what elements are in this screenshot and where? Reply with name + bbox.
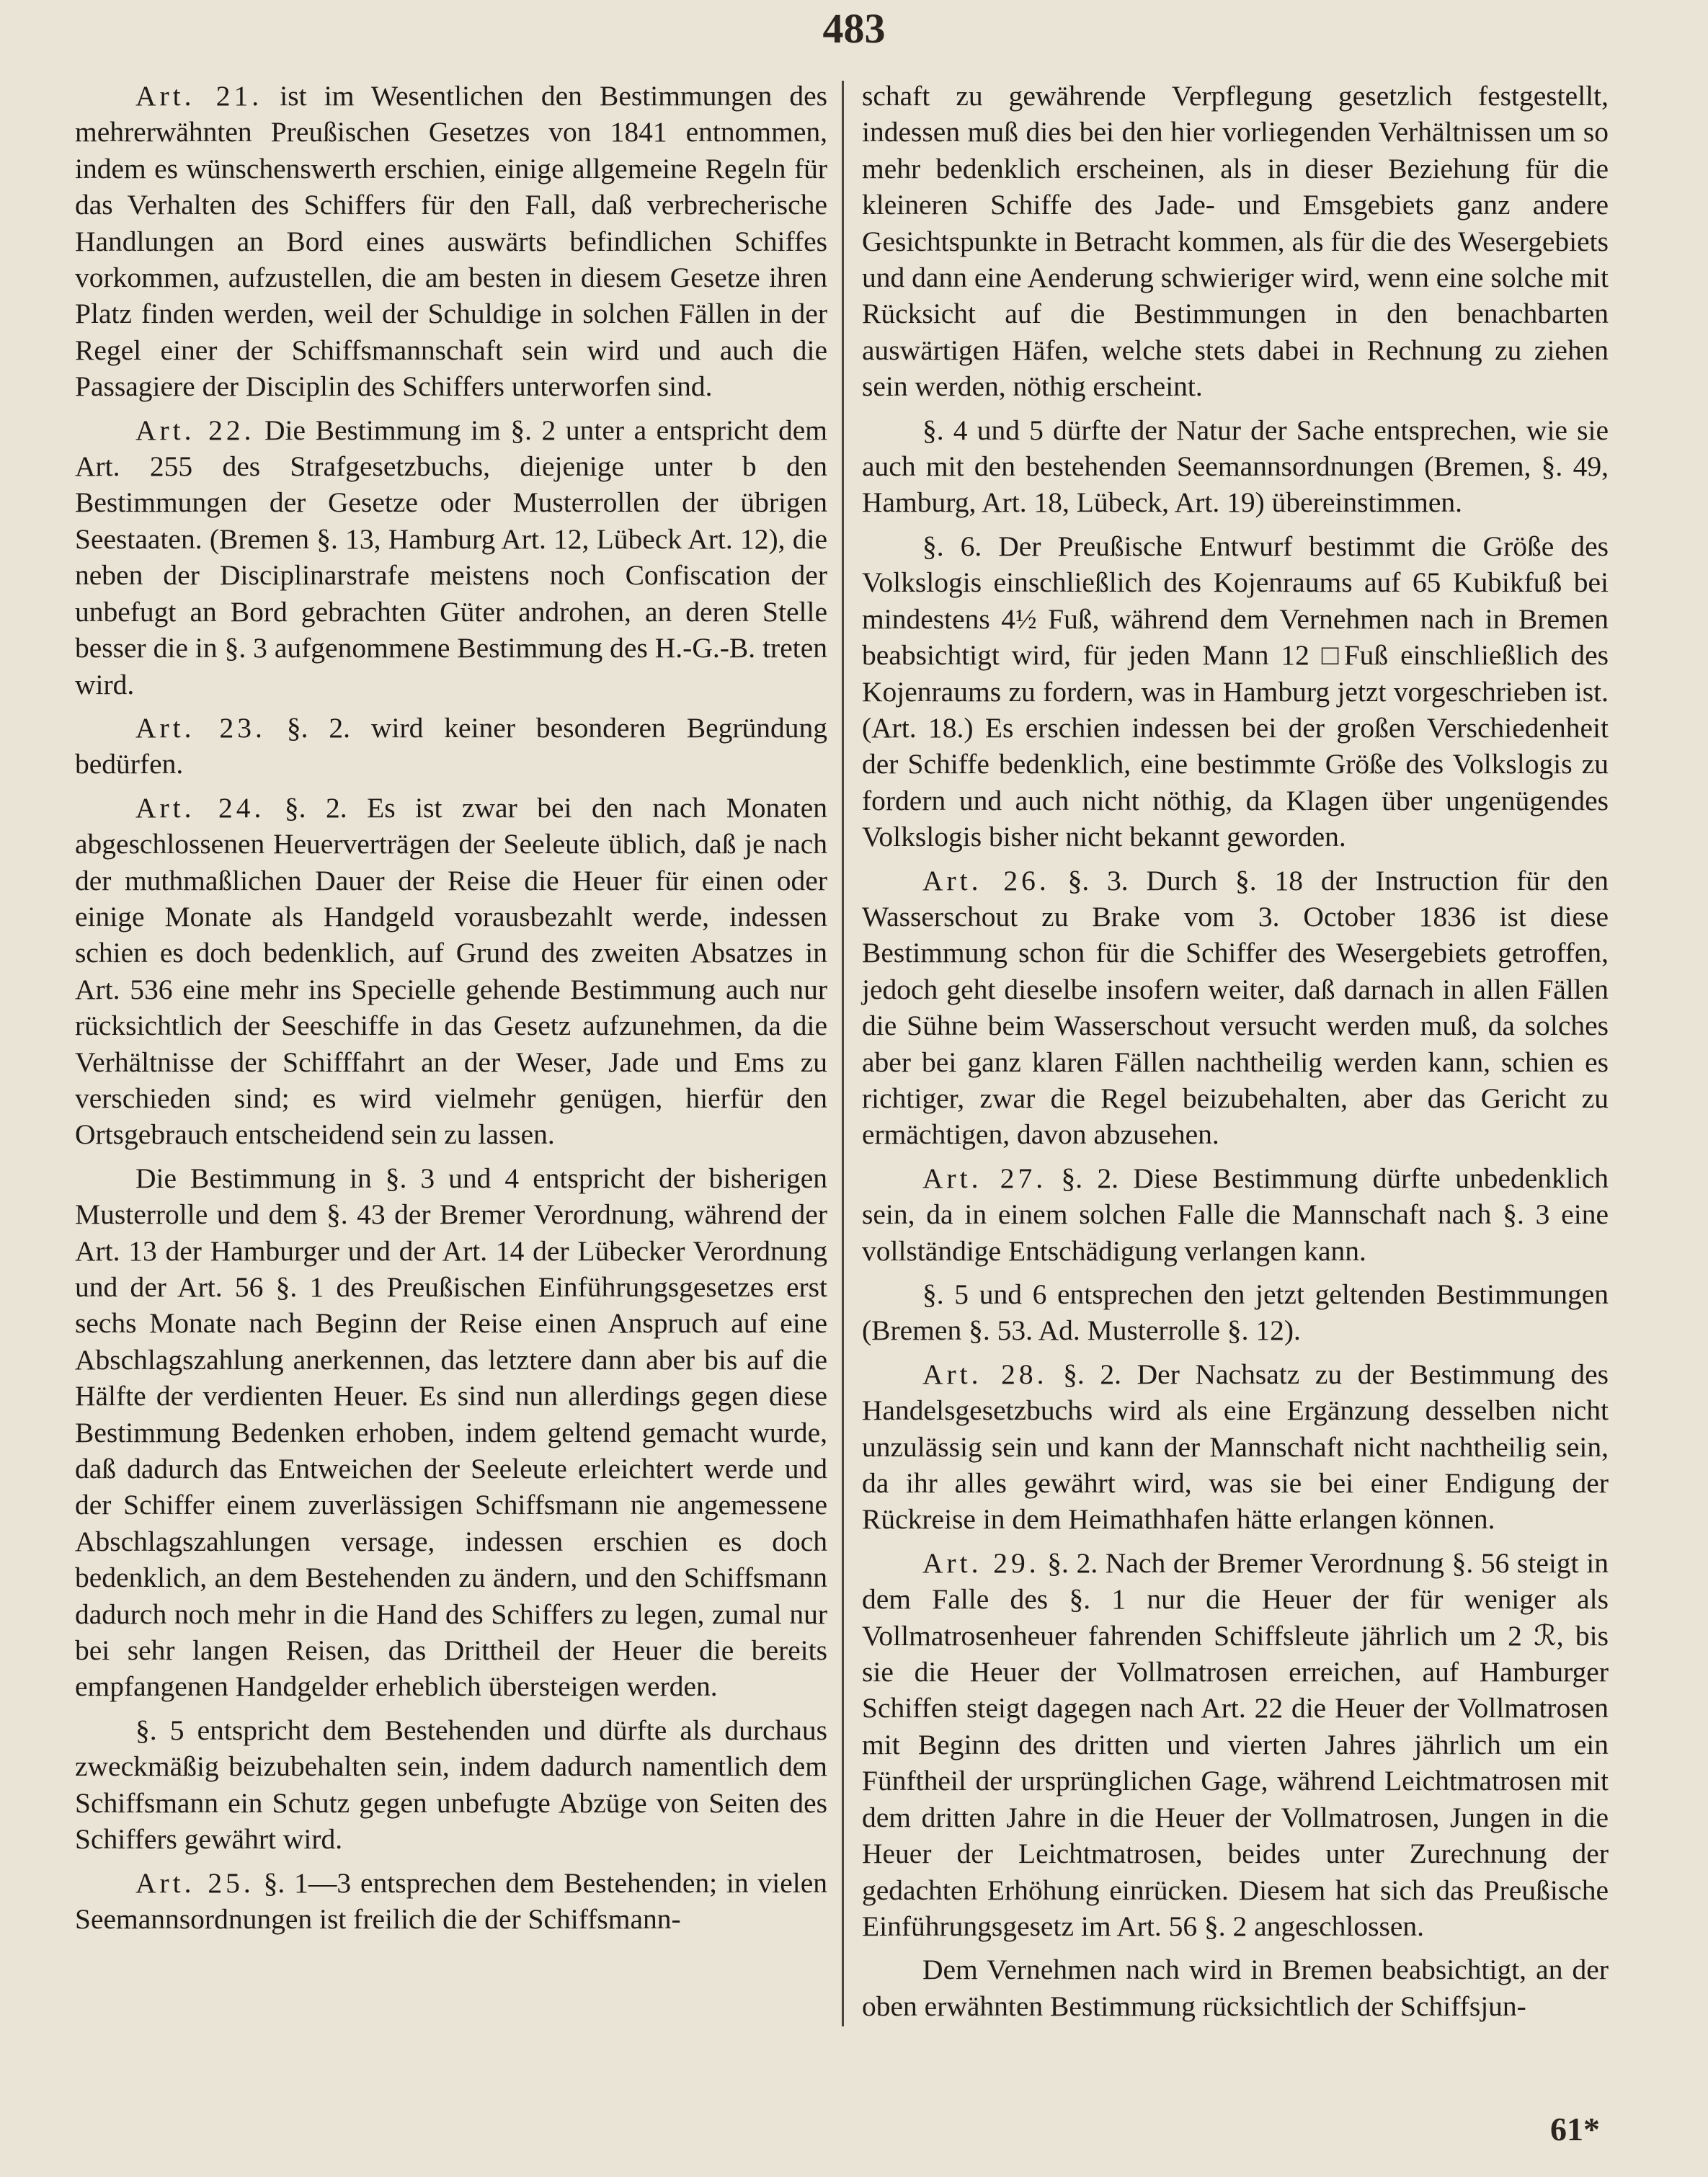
paragraph-text: Die Bestimmung im §. 2 unter a entspricht dem Art. 255 des Strafgesetzbuchs, diejenige unter b den Bestimmungen der Gesetze oder Musterrollen der übrigen Seestaaten. (Bremen §. 13, Hamburg Art. 12, Lübeck Art. 12), die neben der Disciplinarstrafe meistens noch Confiscation der unbefugt an Bord gebrachten Güter androhen, an deren Stelle besser die in §. 3 aufgenommene Bestimmung des H.-G.-B. treten wird.: [75, 414, 827, 700]
paragraph-text: §. 6. Der Preußische Entwurf bestimmt die Größe des Volkslogis einschließlich des Kojenraums auf 65 Kubikfuß bei mindestens 4½ Fuß, während dem Vernehmen nach in Bremen beabsichtigt wird, für jeden Mann 12 □Fuß einschließlich des Kojenraums zu fordern, was in Hamburg jetzt vorgeschrieben ist. (Art. 18.) Es erschien indessen bei der großen Verschiedenheit der Schiffe bedenklich, eine bestimmte Größe des Volkslogis zu fordern und auch nicht nöthig, da Klagen über ungenügendes Volkslogis bisher nicht bekannt geworden.: [862, 530, 1609, 853]
paragraph: [862, 528, 1609, 855]
paragraph: [862, 1276, 1609, 1349]
column-divider: [842, 81, 844, 2026]
article-label: Art. 23.: [135, 711, 266, 744]
page-number: 483: [822, 5, 886, 52]
paragraph-text: Die Bestimmung in §. 3 und 4 entspricht der bisherigen Musterrolle und dem §. 43 der Bremer Verordnung, während der Art. 13 der Hamburger und der Art. 14 der Lübecker Verordnung und der Art. 56 §. 1 des Preußischen Einführungsgesetzes erst sechs Monate nach Beginn der Reise einen Anspruch auf eine Abschlagszahlung anerkennen, das letztere dann aber bis auf die Hälfte der verdienten Heuer. Es sind nun allerdings gegen diese Bestimmung Bedenken erhoben, indem geltend gemacht wurde, daß dadurch das Entweichen der Seeleute erleichtert werde und der Schiffer einem zuverlässigen Schiffsmann nie angemessene Abschlagszahlungen versage, indessen erschien es doch bedenklich, an dem Bestehenden zu ändern, und den Schiffsmann dadurch noch mehr in die Hand des Schiffers zu legen, zumal nur bei sehr langen Reisen, das Drittheil der Heuer die bereits empfangenen Handgelder erheblich übersteigen werden.: [75, 1162, 827, 1703]
paragraph-text: §. 5 entspricht dem Bestehenden und dürfte als durchaus zweckmäßig beizubehalten sein, indem dadurch namentlich dem Schiffsmann ein Schutz gegen unbefugte Abzüge von Seiten des Schiffers gewährt wird.: [75, 1714, 827, 1856]
paragraph: [862, 412, 1609, 521]
paragraph-text: §. 1—3 entsprechen dem Bestehenden; in vielen Seemannsordnungen ist freilich die der Schiffsmann-: [75, 1866, 828, 1935]
paragraph-text: schaft zu gewährende Verpflegung gesetzlich festgestellt, indessen muß dies bei den hier vorliegenden Verhältnissen um so mehr bedenklich erscheinen, als in dieser Beziehung für die kleineren Schiffe des Jade- und Emsgebiets ganz andere Gesichtspunkte in Betracht kommen, als für die des Wesergebiets und dann eine Aenderung schwieriger wird, wenn eine solche mit Rücksicht auf die Bestimmungen in den benachbarten auswärtigen Häfen, welche stets dabei in Rechnung zu ziehen sein werden, nöthig erscheint.: [862, 80, 1609, 403]
signature-mark: 61*: [1550, 2111, 1600, 2147]
article-label: Art. 25.: [135, 1866, 254, 1899]
paragraph-text: §. 4 und 5 dürfte der Natur der Sache entsprechen, wie sie auch mit den bestehenden Seemannsordnungen (Bremen, §. 49, Hamburg, Art. 18, Lübeck, Art. 19) übereinstimmen.: [862, 414, 1609, 519]
paragraph-text: §. 2. Diese Bestimmung dürfte unbedenklich sein, da in einem solchen Falle die Mannschaft nach §. 3 eine vollständige Entschädigung verlangen kann.: [862, 1162, 1609, 1267]
article-label: Art. 22.: [135, 414, 255, 446]
article-label: Art. 28.: [922, 1358, 1048, 1390]
article-label: Art. 29.: [922, 1546, 1040, 1579]
paragraph: [75, 710, 827, 783]
paragraph: [862, 1545, 1609, 1944]
paragraph: [75, 78, 827, 405]
paragraph: [862, 1160, 1609, 1269]
paragraph-text: §. 2. Der Nachsatz zu der Bestimmung des Handelsgesetzbuchs wird als eine Ergänzung desselben nicht unzulässig sein und kann der Mannschaft nicht nachtheilig sein, da ihr alles gewährt wird, was sie bei einer Endigung der Rückreise in dem Heimathhafen hätte erlangen können.: [862, 1358, 1609, 1536]
paragraph: [75, 1865, 827, 1938]
paragraph-text: ist im Wesentlichen den Bestimmungen des mehrerwähnten Preußischen Gesetzes von 1841 entnommen, indem es wünschenswerth erschien, einige allgemeine Regeln für das Verhalten des Schiffers für den Fall, daß verbrecherische Handlungen an Bord eines auswärts befindlichen Schiffes vorkommen, aufzustellen, die am besten in diesem Gesetze ihren Platz finden werden, weil der Schuldige in solchen Fällen in der Regel einer der Schiffsmannschaft sein wird und auch die Passagiere der Disciplin des Schiffers unterworfen sind.: [75, 80, 828, 403]
paragraph-text: Dem Vernehmen nach wird in Bremen beabsichtigt, an der oben erwähnten Bestimmung rücksichtlich der Schiffsjun-: [862, 1954, 1609, 2022]
article-label: Art. 26.: [922, 864, 1050, 896]
article-label: Art. 21.: [135, 80, 263, 112]
paragraph: [75, 1712, 827, 1858]
paragraph: [862, 1951, 1609, 2024]
paragraph: [862, 78, 1609, 405]
left-column: [75, 78, 827, 1944]
paragraph: [75, 1160, 827, 1705]
paragraph: [75, 412, 827, 703]
paragraph-text: §. 2. Nach der Bremer Verordnung §. 56 steigt in dem Falle des §. 1 nur die Heuer der für weniger als Vollmatrosenheuer fahrenden Schiffsleute jährlich um 2 ℛ, bis sie die Heuer der Vollmatrosen erreichen, auf Hamburger Schiffen steigt dagegen nach Art. 22 die Heuer der Vollmatrosen mit Beginn des dritten und vierten Jahres jährlich um ein Fünftheil der ursprünglichen Gage, während Leichtmatrosen mit dem dritten Jahre in die Heuer der Vollmatrosen, Jungen in die Heuer der Leichtmatrosen, beides unter Zurechnung der gedachten Erhöhung einrücken. Diesem hat sich das Preußische Einführungsgesetz im Art. 56 §. 2 angeschlossen.: [862, 1546, 1609, 1942]
paragraph: [862, 1356, 1609, 1538]
paragraph: [75, 790, 827, 1153]
paragraph-text: §. 2. Es ist zwar bei den nach Monaten abgeschlossenen Heuerverträgen der Seeleute üblich, daß je nach der muthmaßlichen Dauer der Reise die Heuer für einen oder einige Monate als Handgeld vorausbezahlt werde, indessen schien es doch bedenklich, auf Grund des zweiten Absatzes in Art. 536 eine mehr ins Specielle gehende Bestimmung auch nur rücksichtlich der Seeschiffe in das Gesetz aufzunehmen, da die Verhältnisse der Schifffahrt an der Weser, Jade und Ems zu verschieden sind; es wird vielmehr genügen, hierfür den Ortsgebrauch entscheidend sein zu lassen.: [75, 791, 828, 1151]
paragraph-text: §. 5 und 6 entsprechen den jetzt geltenden Bestimmungen (Bremen §. 53. Ad. Musterrolle §. 12).: [862, 1278, 1609, 1347]
paragraph-text: §. 2. wird keiner besonderen Begründung bedürfen.: [75, 711, 828, 780]
paragraph-text: §. 3. Durch §. 18 der Instruction für den Wasserschout zu Brake vom 3. October 1836 ist diese Bestimmung schon für die Schiffer des Wesergebiets getroffen, jedoch geht dieselbe insofern weiter, daß darnach in allen Fällen die Sühne beim Wasserschout versucht werden muß, da solches aber bei ganz klaren Fällen nachtheilig werden kann, schien es richtiger, zwar die Regel beizubehalten, aber das Gericht zu ermächtigen, davon abzusehen.: [862, 864, 1609, 1151]
paragraph: [862, 863, 1609, 1153]
right-column: [862, 78, 1609, 2031]
article-label: Art. 24.: [135, 791, 265, 824]
article-label: Art. 27.: [922, 1162, 1047, 1194]
